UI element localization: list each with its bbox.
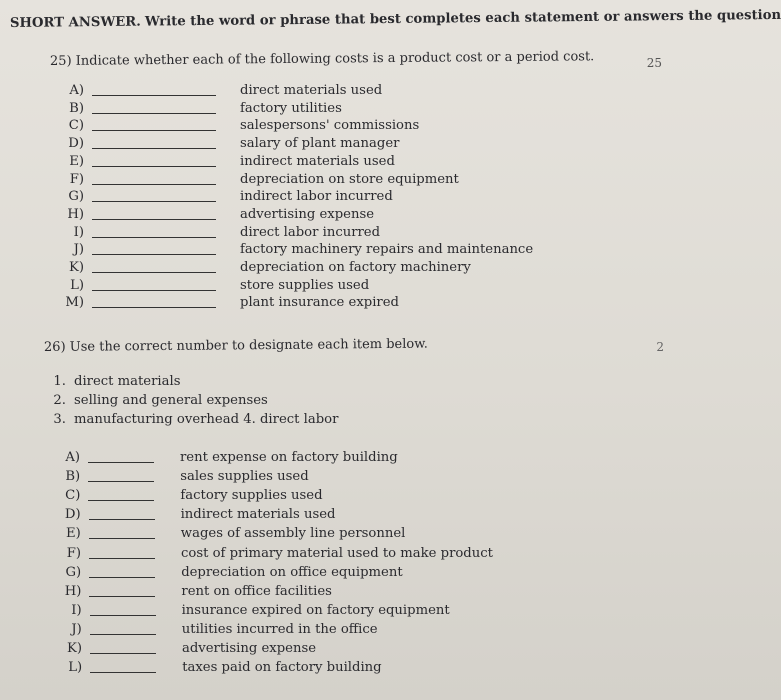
item-description: advertising expense xyxy=(182,641,317,656)
answer-row xyxy=(62,207,542,225)
item-description: indirect labor incurred xyxy=(240,189,393,205)
answer-row xyxy=(62,225,542,243)
answer-blank[interactable] xyxy=(89,565,155,578)
answer-row xyxy=(58,450,538,468)
item-letter: C) xyxy=(65,488,81,504)
item-letter: K) xyxy=(67,641,82,656)
item-letter: G) xyxy=(65,564,82,580)
answer-row xyxy=(62,83,542,101)
item-description: rent on office facilities xyxy=(181,583,332,599)
answer-row xyxy=(60,622,540,640)
option-label: selling and general expenses xyxy=(74,393,268,408)
answer-blank[interactable] xyxy=(92,295,216,308)
answer-blank[interactable] xyxy=(89,507,155,520)
item-description: factory utilities xyxy=(240,100,342,116)
item-letter: L) xyxy=(70,277,84,293)
item-letter: F) xyxy=(69,171,84,187)
category-option xyxy=(44,374,181,389)
section-label: SHORT ANSWER. xyxy=(9,14,141,31)
answer-blank[interactable] xyxy=(92,225,216,238)
answer-blank[interactable] xyxy=(90,660,156,673)
answer-row xyxy=(58,469,538,487)
item-letter: G) xyxy=(68,189,84,205)
item-description: depreciation on store equipment xyxy=(240,171,459,187)
item-letter: B) xyxy=(65,469,81,485)
item-description: store supplies used xyxy=(240,277,370,293)
answer-blank[interactable] xyxy=(92,189,216,202)
item-letter: J) xyxy=(71,621,82,637)
answer-blank[interactable] xyxy=(90,603,156,616)
option-label: manufacturing overhead 4. direct labor xyxy=(74,412,339,427)
answer-row xyxy=(62,136,542,154)
item-description: direct labor incurred xyxy=(240,224,381,240)
item-letter: F) xyxy=(66,545,81,561)
item-description: depreciation on office equipment xyxy=(181,564,403,580)
item-description: salary of plant manager xyxy=(240,136,400,152)
item-description: wages of assembly line personnel xyxy=(180,526,406,542)
item-description: rent expense on factory building xyxy=(180,450,398,465)
answer-row xyxy=(58,488,538,506)
item-description: plant insurance expired xyxy=(240,295,399,311)
answer-row xyxy=(62,260,542,278)
item-letter: C) xyxy=(68,118,84,134)
margin-question-number: 25 xyxy=(646,56,662,70)
answer-blank[interactable] xyxy=(89,526,155,539)
answer-row xyxy=(59,565,539,583)
answer-blank[interactable] xyxy=(92,118,216,131)
item-letter: I) xyxy=(73,224,84,240)
answer-blank[interactable] xyxy=(89,584,155,597)
answer-blank[interactable] xyxy=(92,101,216,114)
answer-row xyxy=(59,584,539,602)
item-description: indirect materials used xyxy=(240,153,395,169)
answer-row xyxy=(59,546,539,564)
item-description: advertising expense xyxy=(240,206,375,222)
answer-row xyxy=(60,660,540,678)
answer-row xyxy=(62,295,542,313)
item-letter: A) xyxy=(69,83,84,98)
answer-blank[interactable] xyxy=(92,278,216,291)
margin-mark: 2 xyxy=(656,340,664,354)
item-letter: E) xyxy=(69,153,84,169)
answer-row xyxy=(59,526,539,544)
item-letter: K) xyxy=(69,260,84,275)
answer-blank[interactable] xyxy=(88,488,154,501)
answer-blank[interactable] xyxy=(92,242,216,255)
item-letter: L) xyxy=(68,660,83,676)
answer-blank[interactable] xyxy=(92,260,216,273)
answer-row xyxy=(62,118,542,136)
category-option xyxy=(44,393,268,408)
question-26-text: 26) Use the correct number to designate each item below. xyxy=(43,336,428,355)
answer-row xyxy=(62,278,542,296)
answer-blank[interactable] xyxy=(88,450,154,463)
answer-row xyxy=(60,603,540,621)
answer-blank[interactable] xyxy=(90,622,156,635)
item-letter: I) xyxy=(71,602,82,618)
item-description: salespersons' commissions xyxy=(240,118,420,134)
answer-row xyxy=(62,189,542,207)
item-letter: H) xyxy=(67,206,84,222)
item-description: insurance expired on factory equipment xyxy=(181,602,450,618)
section-instruction: Write the word or phrase that best completes each statement or answers the question xyxy=(144,7,781,30)
answer-blank[interactable] xyxy=(92,136,216,149)
item-letter: E) xyxy=(66,526,81,542)
answer-blank[interactable] xyxy=(89,546,155,559)
item-description: sales supplies used xyxy=(180,469,309,485)
item-description: cost of primary material used to make product xyxy=(181,545,493,561)
answer-blank[interactable] xyxy=(92,207,216,220)
category-option xyxy=(44,412,338,427)
question-25-text: 25) Indicate whether each of the following costs is a product cost or a period cost. xyxy=(49,49,595,69)
item-letter: A) xyxy=(65,450,80,465)
item-letter: B) xyxy=(69,100,84,116)
option-number: 1. xyxy=(53,374,66,389)
item-letter: J) xyxy=(73,242,84,258)
item-letter: D) xyxy=(64,507,81,523)
item-description: factory supplies used xyxy=(180,488,323,504)
answer-row xyxy=(62,172,542,190)
item-description: depreciation on factory machinery xyxy=(240,260,471,275)
option-label: direct materials xyxy=(74,374,181,389)
answer-blank[interactable] xyxy=(90,641,156,654)
item-letter: D) xyxy=(68,136,84,152)
answer-row xyxy=(62,154,542,172)
item-description: utilities incurred in the office xyxy=(181,621,378,637)
answer-row xyxy=(60,641,540,659)
answer-blank[interactable] xyxy=(92,83,216,96)
item-description: indirect materials used xyxy=(180,507,336,523)
item-description: direct materials used xyxy=(240,83,383,98)
answer-blank[interactable] xyxy=(92,172,216,185)
item-description: factory machinery repairs and maintenance xyxy=(240,242,534,258)
answer-row xyxy=(62,242,542,260)
option-number: 3. xyxy=(53,412,66,427)
item-description: taxes paid on factory building xyxy=(182,660,382,676)
answer-blank[interactable] xyxy=(92,154,216,167)
item-letter: H) xyxy=(64,583,82,599)
answer-blank[interactable] xyxy=(88,469,154,482)
item-letter: M) xyxy=(65,295,84,311)
answer-row xyxy=(62,101,542,119)
section-heading xyxy=(10,8,781,31)
option-number: 2. xyxy=(53,393,66,408)
answer-row xyxy=(59,507,539,525)
